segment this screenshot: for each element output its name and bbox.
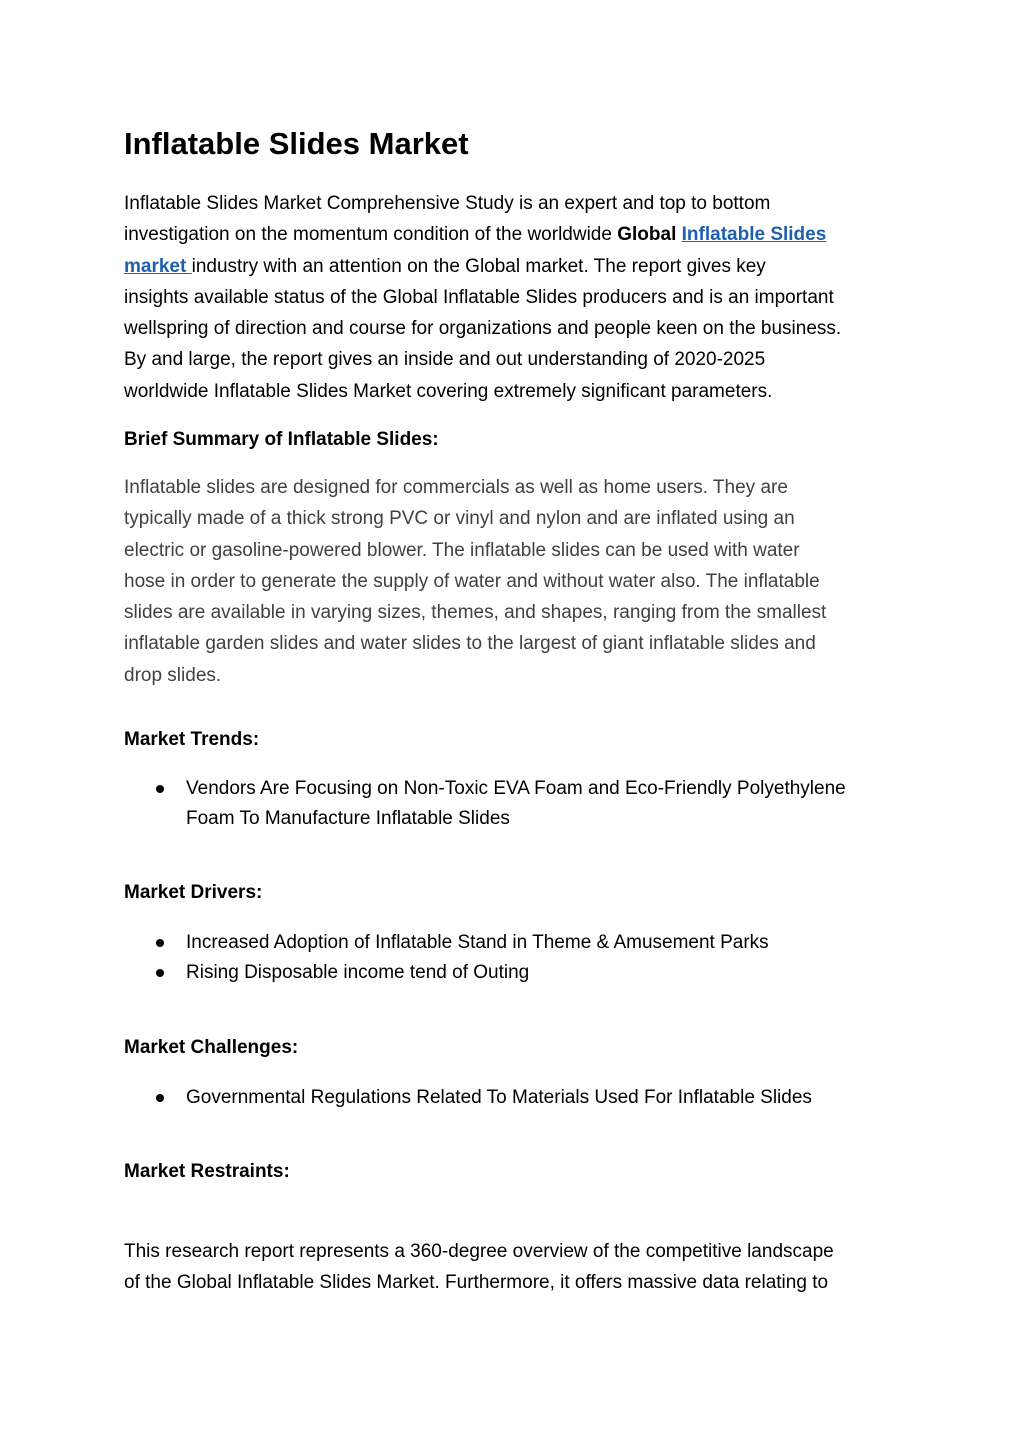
list-item-text: Governmental Regulations Related To Materials Used For Inflatable Slides: [186, 1087, 812, 1108]
list-item: [124, 928, 769, 958]
market-trends-list: [124, 774, 846, 834]
summary-heading: Brief Summary of Inflatable Slides:: [124, 429, 439, 450]
closing-paragraph: [124, 1236, 834, 1299]
intro-text: industry with an attention on the Global market. The report gives key: [191, 255, 766, 277]
inflatable-slides-market-link[interactable]: Inflatable Slides: [681, 224, 827, 246]
intro-paragraph: [124, 188, 841, 407]
summary-line: electric or gasoline-powered blower. The inflatable slides can be used with water: [124, 539, 800, 561]
page-title: Inflatable Slides Market: [124, 126, 469, 161]
summary-line: hose in order to generate the supply of water and without water also. The inflatable: [124, 570, 820, 592]
intro-line: [124, 251, 841, 282]
market-trends-heading: Market Trends:: [124, 729, 260, 750]
list-item-text: Vendors Are Focusing on Non-Toxic EVA Foam and Eco-Friendly Polyethylene: [186, 778, 846, 799]
intro-line: [124, 219, 841, 250]
intro-line: insights available status of the Global Inflatable Slides producers and is an important: [124, 286, 834, 308]
list-item-text: Rising Disposable income tend of Outing: [186, 962, 530, 983]
summary-paragraph: [124, 472, 826, 691]
summary-line: Inflatable slides are designed for commercials as well as home users. They are: [124, 477, 788, 498]
market-drivers-list: [124, 928, 769, 988]
global-bold-text: Global: [617, 224, 677, 246]
intro-line: Inflatable Slides Market Comprehensive Study is an expert and top to bottom: [124, 193, 771, 214]
intro-text: investigation on the momentum condition of the worldwide: [124, 224, 618, 246]
intro-line: wellspring of direction and course for organizations and people keen on the business.: [124, 318, 842, 340]
closing-line: of the Global Inflatable Slides Market. Furthermore, it offers massive data relating to: [124, 1272, 829, 1294]
market-drivers-heading: Market Drivers:: [124, 882, 263, 903]
market-challenges-heading: Market Challenges:: [124, 1037, 299, 1058]
summary-line: drop slides.: [124, 664, 222, 686]
intro-line: By and large, the report gives an inside and out understanding of 2020-2025: [124, 349, 766, 371]
bullet-icon: [156, 939, 164, 947]
bullet-icon: [156, 969, 164, 977]
list-item-text: Foam To Manufacture Inflatable Slides: [186, 808, 510, 829]
list-item: [124, 774, 846, 834]
list-item: [124, 958, 769, 988]
bullet-icon: [156, 1094, 164, 1102]
summary-line: slides are available in varying sizes, themes, and shapes, ranging from the smallest: [124, 602, 827, 624]
market-restraints-heading: Market Restraints:: [124, 1161, 290, 1182]
intro-line: worldwide Inflatable Slides Market covering extremely significant parameters.: [124, 380, 773, 402]
list-item-text: Increased Adoption of Inflatable Stand in Theme & Amusement Parks: [186, 932, 769, 953]
closing-line: This research report represents a 360-degree overview of the competitive landscape: [124, 1241, 834, 1262]
inflatable-slides-market-link-continued[interactable]: market: [124, 255, 192, 277]
summary-line: typically made of a thick strong PVC or vinyl and nylon and are inflated using an: [124, 508, 795, 530]
list-item: [124, 1083, 812, 1113]
market-challenges-list: [124, 1083, 812, 1113]
summary-line: inflatable garden slides and water slides to the largest of giant inflatable slides and: [124, 633, 816, 655]
bullet-icon: [156, 785, 164, 793]
